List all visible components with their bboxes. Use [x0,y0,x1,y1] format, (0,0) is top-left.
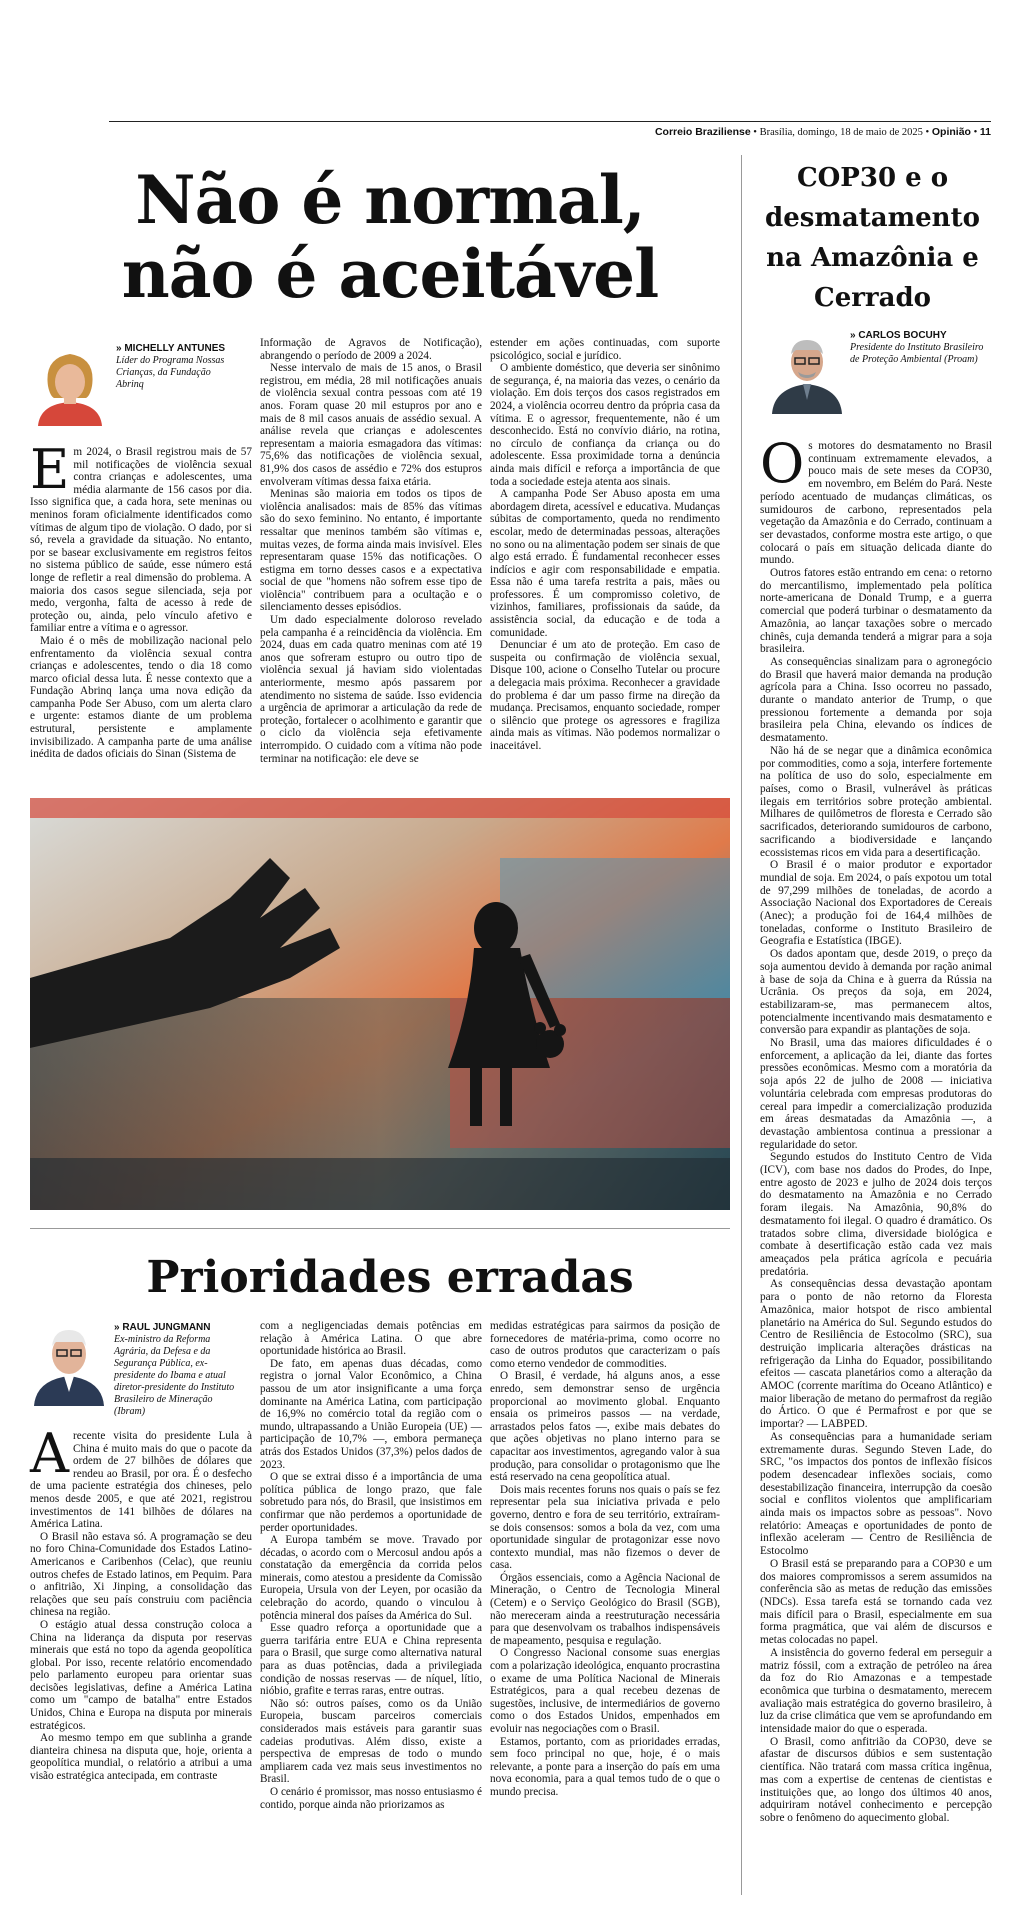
paragraph: As consequências sinalizam para o agronegócio do Brasil que haverá maior demanda na produção agrícola para a China. Isso ocorreu no passado, durante o mandato anterior de Trump, o que pressionou fortemente a demanda por soja brasileira pela China, elevando os índices de desmatamento. [760,655,992,745]
paragraph: Um dado especialmente doloroso revelado pela campanha é a reincidência da violência. Em 2024, duas em cada quatro meninas com até 19 anos que sofreram estupro ou outro tipo de violência sexual já haviam sido violentadas anteriormente, mesmo após passarem por atendimento no sistema de saúde. Isso evidencia a urgência de aprimorar a articulação da rede de proteção, fortalecer o acolhimento e garantir que o ciclo da violência seja efetivamente interrompido. O cuidado com a vítima não pode terminar na notificação: ele deve se [260,614,482,765]
paragraph: O estágio atual dessa construção coloca a China na liderança da disputa por reservas minerais que está no topo da agenda geopolítica global. Por isso, recente relatório encomendado pelo parlamento europeu para orientar suas decisões legislativas, define a América Latina como um "campo de batalha" entre Estados Unidos, China e Europa na disputa por minerais estratégicos. [30,1618,252,1732]
paragraph: Maio é o mês de mobilização nacional pelo enfrentamento da violência sexual contra crianças e adolescentes, tendo o dia 18 como marco oficial dessa luta. É nesse contexto que a Fundação Abrinq lança uma nova edição da campanha Pode Ser Abuso, com um alerta claro e urgente: estamos diante de um problema estrutural, persistente e amplamente invisibilizado. A campanha parte de uma análise inédita de dados oficiais do Sinan (Sistema de [30,634,252,761]
paragraph: Esse quadro reforça a oportunidade que a guerra tarifária entre EUA e China representa para o Brasil, que surge como alternativa natural para as duas potências, dada a privilegiada condição de nossas reservas — de níquel, lítio, nióbio, grafite e terras raras, entre outras. [260,1622,482,1698]
paragraph: Informação de Agravos de Notificação), abrangendo o período de 2009 a 2024. [260,337,482,362]
paragraph: A campanha Pode Ser Abuso aposta em uma abordagem direta, acessível e educativa. Mudanças súbitas de comportamento, queda no rendimento escolar, medo de determinadas pessoas, alterações no sono ou na alimentação podem ser sinais de que algo está errado. É fundamental reconhecer esses indícios e agir com responsabilidade e empatia. Essa não é uma tarefa restrita a pais, mães ou professores. É um compromisso coletivo, de vizinhos, familiares, profissionais da saúde, da assistência social, da educação e de toda a comunidade. [490,488,720,639]
portrait-image [30,338,110,426]
paragraph: Outros fatores estão entrando em cena: o retorno do mercantilismo, implementado pela política norte-americana de Donald Trump, e a guerra comercial que poderá turbinar o desmatamento da Amazônia, ao lançar taxações sobre o mercado chinês, cuja demanda tenderá a migrar para a soja brasileira. [760,567,992,656]
paragraph: A insistência do governo federal em perseguir a matriz fóssil, com a extração de petróleo na área da foz do Rio Amazonas e a tempestade econômica que turbina o desmatamento, merecem avaliação mais estratégica do governo brasileiro, à luz da crise climática que vem se aprofundando em intensidade maior do que o esperada. [760,1646,992,1736]
dropcap: O [760,432,805,495]
header-section: Opinião [931,126,971,138]
author-role: Líder do Programa Nossas Crianças, da Fundação Abrinq [116,355,225,390]
article1-title: Não é normal, não é aceitável [121,161,659,313]
article3-column [760,432,992,1825]
article1-column-1 [30,438,252,761]
paragraph: De fato, em apenas duas décadas, como registra o jornal Valor Econômico, a China passou de um ator insignificante a uma força dominante na América Latina, com participação de 16,9% no comércio total da região com o mundo, ultrapassando a União Europeia (UE) — participação de 10,7% —, embora permaneça atrás dos Estados Unidos (37,3%) pelos dados de 2023. [260,1357,482,1471]
dropcap: A [30,1422,69,1485]
paragraph: Denunciar é um ato de proteção. Em caso de suspeita ou confirmação de violência sexual, Disque 100, acione o Conselho Tutelar ou procure a delegacia mais próxima. Reconhecer a gravidade do problema é dar um passo firme na direção da mudança. Precisamos, enquanto sociedade, romper o silêncio que protege os agressores e fragiliza ainda mais as vítimas. Não podemos normalizar o inaceitável. [490,639,720,752]
header-separator: • [925,127,930,138]
paragraph: No Brasil, uma das maiores dificuldades é o enforcement, a aplicação da lei, diante das fortes pressões econômicas. Mesmo com a moratória da soja após 22 de julho de 2008 — iniciativa voluntária celebrada com empresas produtoras do cereal para impedir a comercialização produzida em áreas desmatadas da Amazônia —, a devastação ambientosa continua a pressionar a regularidade do setor. [760,1037,992,1151]
paragraph: O Congresso Nacional consome suas energias com a polarização ideológica, enquanto procrastina o exame de uma Política Nacional de Minerais Estratégicos, para a qual recebeu dezenas de sugestões, inclusive, de intermediários de governo como o dos Estados Unidos, empenhados em evoluir nas negociações com o Brasil. [490,1647,720,1735]
paragraph: Ao mesmo tempo em que sublinha a grande dianteira chinesa na disputa que, hoje, orienta a geopolítica mundial, o relatório a atribui a uma visão estratégica antecipada, em contraste [30,1732,252,1783]
paragraph: Estamos, portanto, com as prioridades erradas, sem foco principal no que, hoje, é o mais relevante, a ponte para a inserção do país em uma nova economia, para a qual temos tudo de o que o mundo precisa. [490,1735,720,1798]
header-text [655,126,991,138]
paragraph: com a negligenciadas demais potências em relação à América Latina. O que abre oportunidade histórica ao Brasil. [260,1320,482,1358]
dropcap: E [30,438,70,501]
paragraph: Os dados apontam que, desde 2019, o preço da soja aumentou devido à demanda por ração animal à base de soja da China e à guerra da Rússia na Ucrânia. Os preços da soja, em 2024, estabilizaram-se, mas permanecem altos, potencialmente incentivando mais desmatamento e conversão para expandir as plantações de soja. [760,948,992,1037]
article-illustration [30,798,730,1210]
paragraph: Segundo estudos do Instituto Centro de Vida (ICV), com base nos dados do Prodes, do Inpe, entre agosto de 2023 e julho de 2024 dois terços do desmatamento na Amazônia e no Cerrado foram ilegais. Na Amazônia, 90,8% do desmatamento foi ilegal. O quadro é dramático. Os tratados sobre clima, diversidade biológica e combate à desertificação estão cada vez mais ameaçados pela prática agrícola e pecuária predatória. [760,1151,992,1278]
paragraph: O que se extrai disso é a importância de uma política pública de longo prazo, que fale sobretudo para nós, do Brasil, que insistimos em confirmar que não perdemos a oportunidade de perder oportunidades. [260,1471,482,1534]
article2-column-3 [490,1320,720,1799]
paragraph: Dois mais recentes foruns nos quais o país se fez representar pela sua iniciativa privada e pelo governo, dentro e fora de seu território, extraíram-se dois consensos: somos a bola da vez, com uma oportunidade singular de protagonizar esse novo contexto mundial, mas não fizemos o dever de casa. [490,1483,720,1572]
paper-name: Correio Braziliense [654,126,751,138]
paragraph: As consequências dessa devastação apontam para o ponto de não retorno da Floresta Amazônica, maior hotspot de risco ambiental planetário na América do Sul. Segundo estudos do Centro de Resiliência de Estocolmo (SRC), sua destruição implicaria alterações drásticas na refrigeração da Linha do Equador, possibilitando efeitos — cascata planetários como a alteração da AMOC (corrente marítima do Oceano Atlântico) e maior liberação de metano do permafrost da região do Ártico. O que é Permafrost e por que se importar? — LABPED. [760,1278,992,1431]
paragraph: m 2024, o Brasil registrou mais de 57 mil notificações de violência sexual contra crianças e adolescentes, uma média alarmante de 156 casos por dia. Isso significa que, a cada hora, sete meninas ou meninos foram oficialmente identificados como vítimas de algum tipo de violação. O dado, por si só, revela a gravidade da situação. No entanto, por se basear exclusivamente em registros feitos no sistema público de saúde, esse número está longe de refletir a real dimensão do problema. A maioria dos casos segue silenciada, seja por medo, vergonha, falta de acesso à rede de proteção ou, ainda, pelo vínculo afetivo e familiar entre a vítima e o agressor. [30,446,252,635]
paragraph: A Europa também se move. Travado por décadas, o acordo com o Mercosul andou após a constatação da emergência da corrida pelos minerais, como atestou a presidente da Comissão Europeia, Ursula von der Leyen, por ocasião da celebração do acordo, quando o vinculou à potência mineral dos países da América do Sul. [260,1534,482,1622]
portrait-image [768,330,846,414]
paragraph: recente visita do presidente Lula à China é muito mais do que o pacote da ordem de 27 bilhões de dólares que rendeu ao Brasil, por ora. É o desfecho de uma paciente estratégia dos chineses, pelo menos desde 2005, e que até 2021, registrou investimentos de 141 bilhões de dólares na América Latina. [30,1430,252,1531]
author-name: » MICHELLY ANTUNES [116,343,226,354]
paragraph: O Brasil, é verdade, há alguns anos, a esse enredo, sem demonstrar senso de urgência proporcional ao movimento global. Enquanto ensaia os primeiros passos — na verdade, arrastados pelos fatos —, exibe mais debates do que ações objetivas no plano interno para se capacitar aos investimentos, agregando valor à sua produção, para consolidar o protagonismo que lhe está reservado na cena geopolítica atual. [490,1370,720,1484]
paragraph: estender em ações continuadas, com suporte psicológico, social e jurídico. [490,337,720,362]
article1-byline [116,343,236,391]
author-role: Ex-ministro da Reforma Agrária, da Defesa e da Segurança Pública, ex-presidente do Ibama e atual diretor-presidente do Instituto Brasileiro de Mineração (Ibram) [114,1334,235,1417]
header-separator: • [753,127,757,138]
paragraph: Não só: outros países, como os da União Europeia, buscam parceiros comerciais considerados mais estáveis para garantir suas cadeias produtivas. Além disso, existe a perspectiva de empresas de todo o mundo ampliarem cada vez mais seus investimentos no Brasil. [260,1697,482,1786]
article1-column-2 [260,337,482,765]
article2-byline [114,1322,244,1418]
paragraph: Meninas são maioria em todos os tipos de violência analisados: mais de 85% das vítimas são do sexo feminino. No entanto, é importante ressaltar que meninos também são vítimas e, muitas vezes, de forma ainda mais invisível. Eles representaram quase 15% das notificações. O estigma em torno desses casos e a expectativa social de que "homens não sofrem esse tipo de violência" contribuem para a ocultação e o silenciamento desses episódios. [260,488,482,614]
author-photo-bocuhy [768,330,846,414]
header-separator: • [973,127,978,138]
article2-column-2 [260,1320,482,1811]
header-date: Brasília, domingo, 18 de maio de 2025 [759,127,923,138]
paragraph: O cenário é promissor, mas nosso entusiasmo é contido, porque ainda não priorizamos as [260,1785,482,1811]
paragraph: s motores do desmatamento no Brasil continuam extremamente elevados, a pouco mais de sete meses da COP30, em novembro, em Belém do Pará. Neste período acentuado de mudanças climáticas, os sumidouros de carbono, representados pela vegetação da Amazônia e do Cerrado, continuam a ser devastados, conforme mostra este artigo, o que colocará o país em situação delicada diante do mundo. [760,440,992,567]
author-name: » RAUL JUNGMANN [114,1322,211,1333]
author-name: » CARLOS BOCUHY [850,330,947,341]
author-photo-jungmann [30,1320,108,1406]
article1-column-3 [490,337,720,753]
paragraph: medidas estratégicas para sairmos da posição de fornecedores de matéria-prima, como ocorre no caso de outros produtos que caracterizam o país como eterno vendedor de commodities. [490,1320,720,1370]
article3-byline [850,330,990,366]
paragraph: Nesse intervalo de mais de 15 anos, o Brasil registrou, em média, 28 mil notificações anuais de violência sexual contra pessoas com até 19 anos. Foram quase 20 mil estupros por ano e mais de 8 mil casos anuais de assédio sexual. A análise revela que crianças e adolescentes representam a maioria esmagadora das vítimas: 75,6% das notificações de violência sexual, 81,9% dos casos de assédio e 72% dos estupros envolveram vítimas dessa faixa etária. [260,362,482,488]
paragraph: O ambiente doméstico, que deveria ser sinônimo de segurança, é, na maioria das vezes, o cenário da violação. Em dois terços dos casos registrados em 2024, a violência ocorreu dentro da própria casa da vítima. E o agressor, frequentemente, não é um desconhecido. Está no convívio diário, na rotina, no círculo de confiança da criança ou do adolescente. Essa proximidade torna a denúncia ainda mais difícil e reforça a importância de que toda a sociedade esteja atenta aos sinais. [490,362,720,488]
article2-title: Prioridades erradas [146,1252,634,1303]
paragraph: Órgãos essenciais, como a Agência Nacional de Mineração, o Centro de Tecnologia Mineral (Cetem) e o Serviço Geológico do Brasil (SGB), não mereceram ainda a reestruturação necessária para que desenvolvam os trabalhos indispensáveis de mapeamento, pesquisa e regulação. [490,1571,720,1647]
paragraph: O Brasil não estava só. A programação se deu no foro China-Comunidade dos Estados Latino-Americanos e Caribenhos (Celac), que reuniu outros chefes de Estado latinos, em Pequim. Para o anfitrião, Xi Jinping, a consolidação das relações que seu país construiu com paciência chinesa na região. [30,1530,252,1619]
child-shadow-illustration [30,798,730,1210]
article2-column-1 [30,1422,252,1783]
author-photo-antunes [30,338,110,426]
page-number: 11 [979,126,991,138]
section-divider [30,1228,730,1229]
author-role: Presidente do Instituto Brasileiro de Proteção Ambiental (Proam) [850,342,984,365]
paragraph: O Brasil é o maior produtor e exportador mundial de soja. Em 2024, o país expotou um total de 97,299 milhões de toneladas, de acordo a Associação Nacional dos Exportadores de Cereais (Anec); a produção foi de 164,4 milhões de toneladas, conforme o Instituto Brasileiro de Geografia e Estatística (IBGE). [760,859,992,948]
portrait-image [30,1320,108,1406]
article3-title: COP30 e o desmatamento na Amazônia e Cerrado [765,163,980,313]
paragraph: O Brasil, como anfitrião da COP30, deve se afastar de discursos dúbios e sem sustentação científica. Não tratará com massa crítica ingênua, mas com a expertise de centenas de cientistas e instituições que, ao longo dos últimos 40 anos, adquiriram notável conhecimento e percepção sobre o fenômeno do aquecimento global. [760,1735,992,1824]
column-divider [741,155,742,1895]
paragraph: O Brasil está se preparando para a COP30 e um dos maiores compromissos a serem assumidos na conferência são as metas de redução das emissões (NDCs). Essa tarefa está se tornando cada vez mais difícil para o Brasil, especialmente em sua forma pragmática, que vai além de discursos e metas colocadas no papel. [760,1557,992,1647]
page-header [109,121,991,142]
paragraph: Não há de se negar que a dinâmica econômica por commodities, como a soja, interfere fortemente na política de uso do solo, especialmente em países, como o Brasil, vulnerável às práticas ilegais em territórios sobre proteção ambiental. Milhares de quilômetros de floresta e Cerrado são sacrificados, deteriorando sumidouros de carbono, sacrificando a biodiversidade e lançando ecossistemas ricos em vida para a desertificação. [760,744,992,859]
paragraph: As consequências para a humanidade seriam extremamente duras. Segundo Steven Lade, do SRC, "os impactos dos pontos de inflexão físicos podem desencadear inflexões sociais, como desestabilização financeira, interrupção da coesão social e conflitos violentos que amplificariam ainda mais os impactos sobre as pessoas". Novo relatório: Ameaças e oportunidades de ponto de inflexão aceleram — Centro de Resiliência de Estocolmo [760,1430,992,1558]
